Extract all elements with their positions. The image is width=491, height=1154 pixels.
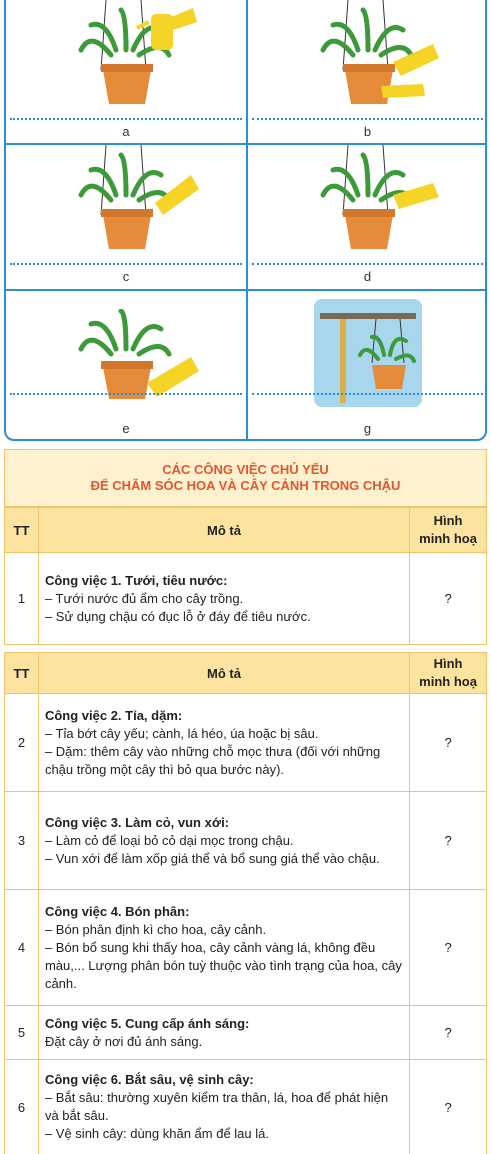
table-title-line-2: ĐỂ CHĂM SÓC HOA VÀ CÂY CẢNH TRONG CHẬU [90, 478, 401, 493]
pruning-plant-picture [248, 0, 487, 112]
row-number: 4 [5, 890, 39, 1006]
picture-label: b [363, 124, 372, 139]
table-title [4, 449, 487, 507]
task-title: Công việc 1. Tưới, tiêu nước: [44, 572, 228, 588]
row-description [38, 890, 409, 1006]
row-description [38, 1060, 409, 1154]
task-line: Đặt cây ở nơi đủ ánh sáng. [44, 1033, 203, 1049]
table-row [5, 1060, 487, 1154]
care-tasks-table-1 [4, 507, 487, 645]
watering-plant-picture [6, 0, 246, 112]
task-line: – Vun xới để làm xốp giá thể và bổ sung giá thể vào chậu. [44, 850, 380, 866]
grid-row-2 [6, 145, 485, 291]
picture-label: a [122, 124, 130, 139]
grid-cell-e [6, 291, 248, 441]
grid-cell-a [6, 0, 248, 143]
table-row [5, 792, 487, 890]
table-row [5, 553, 487, 645]
task-line: – Bắt sâu: thường xuyên kiểm tra thân, lá, hoa để phát hiện và bắt sâu. [44, 1090, 389, 1123]
header-tt: TT [5, 653, 39, 694]
illustration-answer: ? [410, 553, 487, 645]
illustration-grid [4, 0, 487, 441]
picture-label: d [363, 269, 372, 284]
weeding-plant-picture [6, 145, 246, 257]
cleaning-plant-picture [6, 309, 246, 405]
task-title: Công việc 2. Tỉa, dặm: [44, 707, 183, 723]
row-number: 6 [5, 1060, 39, 1154]
task-line: – Bón phân định kì cho hoa, cây cảnh. [44, 921, 267, 937]
row-number: 5 [5, 1006, 39, 1060]
picture-label: e [122, 421, 130, 436]
dotted-line [252, 393, 483, 395]
grid-cell-d [248, 145, 487, 289]
task-title: Công việc 6. Bắt sâu, vệ sinh cây: [44, 1072, 254, 1087]
task-line: – Tỉa bớt cây yếu; cành, lá héo, úa hoặc bị sâu. [44, 725, 319, 741]
grid-cell-g [248, 291, 487, 441]
table-title-line-1: CÁC CÔNG VIỆC CHỦ YẾU [162, 462, 329, 477]
picture-label: c [122, 269, 130, 284]
row-description [38, 1006, 409, 1060]
header-tt: TT [5, 508, 39, 553]
row-number: 3 [5, 792, 39, 890]
dotted-line [10, 118, 242, 120]
illustration-answer: ? [410, 890, 487, 1006]
task-line: – Dặm: thêm cây vào những chỗ mọc thưa (đối với những chậu trồng một cây thì bỏ qua bước này). [44, 743, 381, 777]
task-title: Công việc 4. Bón phân: [44, 903, 190, 919]
header-description: Mô tả [38, 653, 409, 694]
row-description [38, 553, 409, 645]
grid-row-3 [6, 291, 485, 441]
table-row [5, 1006, 487, 1060]
illustration-answer: ? [410, 694, 487, 792]
row-description [38, 694, 409, 792]
task-line: – Sử dụng chậu có đục lỗ ở đáy để tiêu nước. [44, 608, 311, 624]
task-line: – Bón bổ sung khi thấy hoa, cây cảnh vàng lá, không đều màu,... Lượng phân bón tuỳ thuộc vào tình trạng của hoa, cây cảnh. [44, 939, 402, 991]
task-title: Công việc 5. Cung cấp ánh sáng: [44, 1015, 250, 1031]
dotted-line [10, 393, 242, 395]
sunlight-plant-picture [248, 299, 487, 407]
grid-cell-c [6, 145, 248, 289]
row-number: 2 [5, 694, 39, 792]
table-row [5, 890, 487, 1006]
table-row [5, 694, 487, 792]
row-number: 1 [5, 553, 39, 645]
dotted-line [252, 263, 483, 265]
care-tasks-table-2 [4, 652, 487, 1154]
task-line: – Vệ sinh cây: dùng khăn ẩm để lau lá. [44, 1126, 269, 1141]
table-header-row [5, 653, 487, 694]
table-header-row [5, 508, 487, 553]
grid-cell-b [248, 0, 487, 143]
dotted-line [10, 263, 242, 265]
illustration-answer: ? [410, 1060, 487, 1154]
task-line: – Làm cỏ để loại bỏ cỏ dại mọc trong chậu. [44, 832, 294, 848]
task-title: Công việc 3. Làm cỏ, vun xới: [44, 814, 230, 830]
task-line: – Tưới nước đủ ẩm cho cây trồng. [44, 590, 244, 606]
header-description: Mô tả [38, 508, 409, 553]
illustration-answer: ? [410, 792, 487, 890]
grid-row-1 [6, 0, 485, 145]
header-illustration: Hình minh hoạ [410, 653, 487, 694]
illustration-answer: ? [410, 1006, 487, 1060]
header-illustration: Hình minh hoạ [410, 508, 487, 553]
picture-label: g [363, 421, 372, 436]
fertilizing-plant-picture [248, 145, 487, 257]
row-description [38, 792, 409, 890]
dotted-line [252, 118, 483, 120]
